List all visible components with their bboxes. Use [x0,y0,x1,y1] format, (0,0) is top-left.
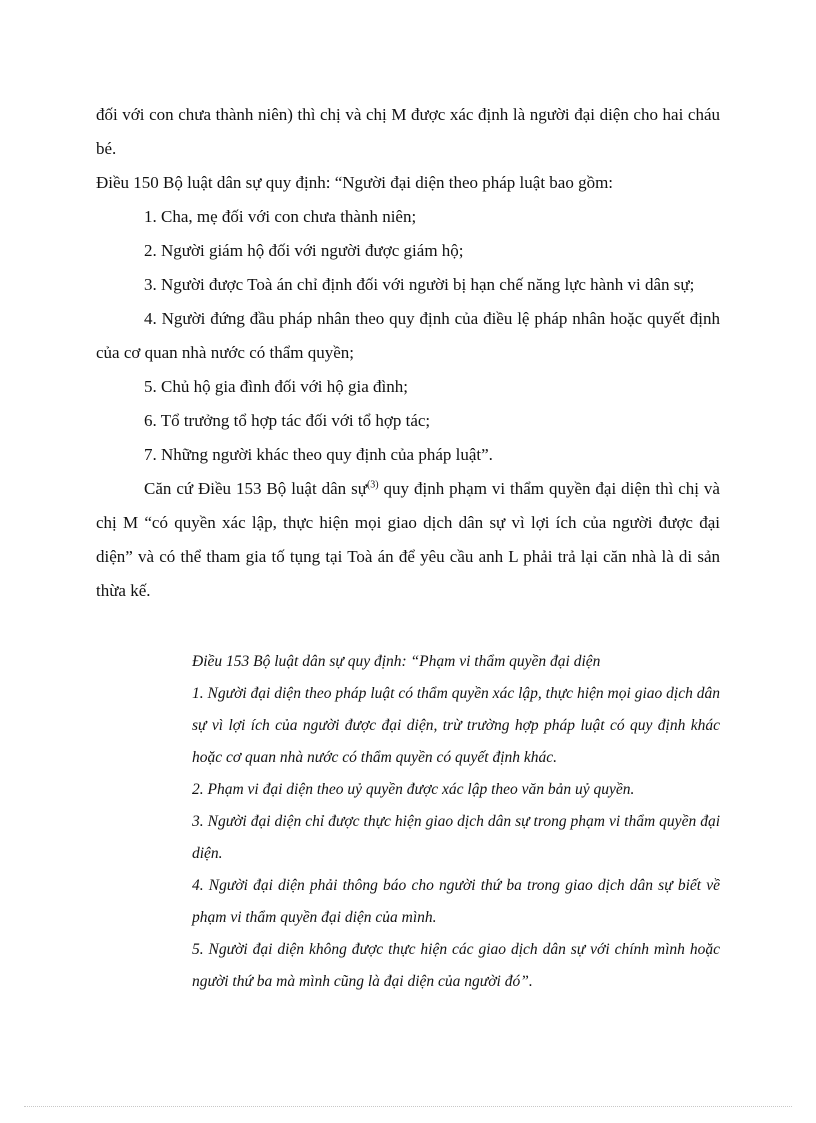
footnote-marker: (3) [366,479,379,491]
list-item: 7. Những người khác theo quy định của pháp luật”. [144,445,493,464]
paragraph-article-150: Điều 150 Bộ luật dân sự quy định: “Người đại diện theo pháp luật bao gồm: [96,173,614,192]
list-item: 1. Cha, mẹ đối với con chưa thành niên; [144,207,417,226]
representative-list [96,200,720,268]
list-item: 5. Chủ hộ gia đình đối với hộ gia đình; [144,377,408,396]
quote-item: 4. Người đại diện phải thông báo cho người thứ ba trong giao dịch dân sự biết về phạm vi thẩm quyền đại diện của mình. [192,877,720,926]
quote-title: Điều 153 Bộ luật dân sự quy định: “Phạm vi thẩm quyền đại diện [192,653,601,670]
quote-item: 2. Phạm vi đại diện theo uỷ quyền được xác lập theo văn bản uỷ quyền. [192,781,635,798]
basis-text-end: quy định phạm vi thẩm quyền đại diện thì chị và chị M “có quyền xác lập, thực hiện mọi giao dịch dân sự vì lợi ích của người được đại diện” và có thể tham gia tố tụng tại Toà án để yêu cầu anh L phải trả lại căn nhà là di sản thừa kế. [96,479,720,600]
paragraph-basis-article-153 [96,472,720,608]
representative-list-cont [96,370,720,472]
list-item: 6. Tổ trưởng tổ hợp tác đối với tổ hợp tác; [144,411,431,430]
list-item: 4. Người đứng đầu pháp nhân theo quy định của điều lệ pháp nhân hoặc quyết định của cơ quan nhà nước có thẩm quyền; [96,309,720,362]
basis-text-start: Căn cứ Điều 153 Bộ luật dân sự [144,479,367,498]
page-bottom-divider [24,1106,792,1107]
list-item: 3. Người được Toà án chỉ định đối với người bị hạn chế năng lực hành vi dân sự; [144,275,695,294]
list-item: 2. Người giám hộ đối với người được giám hộ; [144,241,464,260]
body-text [96,98,720,608]
quote-block-article-153 [192,646,720,998]
quote-item: 3. Người đại diện chỉ được thực hiện giao dịch dân sự trong phạm vi thẩm quyền đại diện. [192,813,720,862]
quote-item: 1. Người đại diện theo pháp luật có thẩm quyền xác lập, thực hiện mọi giao dịch dân sự vì lợi ích của người được đại diện, trừ trường hợp pháp luật có quy định khác hoặc cơ quan nhà nước có thẩm quyền có quyết định khác. [192,685,720,766]
paragraph-continuation: đối với con chưa thành niên) thì chị và chị M được xác định là người đại diện cho hai cháu bé. [96,105,720,158]
quote-item: 5. Người đại diện không được thực hiện các giao dịch dân sự với chính mình hoặc người thứ ba mà mình cũng là đại diện của người đó”. [192,941,720,990]
